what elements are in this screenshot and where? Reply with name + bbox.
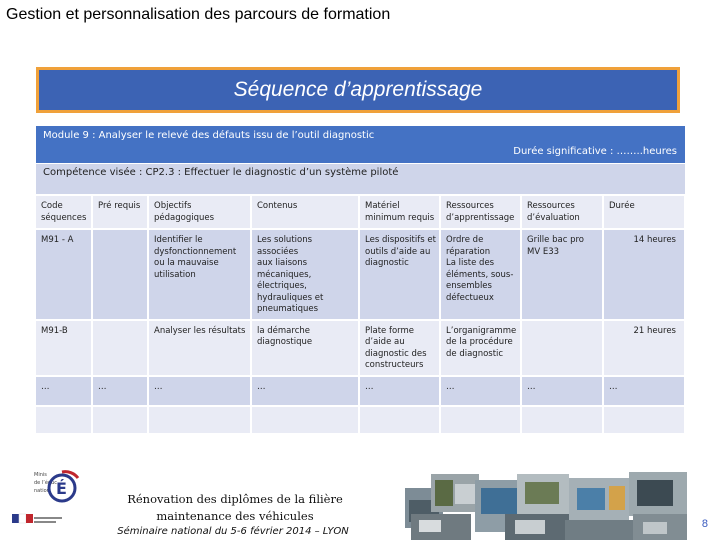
table-cell: … xyxy=(92,376,148,406)
table-cell: … xyxy=(440,376,521,406)
table-cell: … xyxy=(36,376,92,406)
table-cell: M91-B xyxy=(36,320,92,376)
table-row xyxy=(36,320,685,376)
page-number: 8 xyxy=(701,518,708,530)
module-title: Module 9 : Analyser le relevé des défauts issu de l’outil diagnostic xyxy=(43,130,375,141)
logo-text-line: de l’éduc xyxy=(34,480,57,486)
table-cell: Grille bac pro MV E33 xyxy=(521,229,603,320)
table-row xyxy=(36,229,685,320)
table-cell xyxy=(521,320,603,376)
table-cell xyxy=(251,406,359,434)
table-cell xyxy=(521,406,603,434)
table-cell: Plate forme d’aide au diagnostic des constructeurs xyxy=(359,320,440,376)
table-cell: … xyxy=(521,376,603,406)
table-cell xyxy=(359,406,440,434)
table-cell: … xyxy=(603,376,685,406)
table-cell xyxy=(603,406,685,434)
table-cell xyxy=(148,406,251,434)
logo-text-line: nation xyxy=(34,488,50,494)
slide-title: Gestion et personnalisation des parcours de formation xyxy=(6,6,391,23)
footer-title xyxy=(120,491,350,525)
table-cell xyxy=(92,320,148,376)
banner-title: Séquence d’apprentissage xyxy=(233,78,483,101)
table-cell: la démarche diagnostique xyxy=(251,320,359,376)
svg-text:É: É xyxy=(56,479,67,498)
competence-text: Compétence visée : CP2.3 : Effectuer le diagnostic d’un système piloté xyxy=(43,167,399,178)
header-cell: Code séquences xyxy=(36,196,92,229)
table-cell xyxy=(92,406,148,434)
table-cell xyxy=(440,406,521,434)
table-cell: … xyxy=(359,376,440,406)
table-row xyxy=(36,406,685,434)
footer-title-line: maintenance des véhicules xyxy=(156,509,314,523)
table-cell: Analyser les résultats xyxy=(148,320,251,376)
footer-subtitle: Séminaire national du 5-6 février 2014 – LYON xyxy=(117,526,349,537)
header-cell: Contenus xyxy=(251,196,359,229)
competence-row xyxy=(36,164,685,194)
sequence-table xyxy=(36,196,686,435)
module-header xyxy=(36,126,685,163)
table-cell xyxy=(92,229,148,320)
header-cell: Durée xyxy=(603,196,685,229)
table-cell: Les dispositifs et outils d’aide au diagnostic xyxy=(359,229,440,320)
sequence-banner xyxy=(36,67,680,113)
footer-title-line: Rénovation des diplômes de la filière xyxy=(127,492,343,506)
logo-text-line: Minis xyxy=(34,472,47,478)
workshop-photos xyxy=(405,470,687,540)
table-row xyxy=(36,376,685,406)
ministry-logo xyxy=(4,466,86,536)
header-cell: Pré requis xyxy=(92,196,148,229)
table-cell: Ordre de réparation La liste des éléments, sous- ensembles défectueux xyxy=(440,229,521,320)
header-cell: Matériel minimum requis xyxy=(359,196,440,229)
table-cell: 21 heures xyxy=(603,320,685,376)
table-cell: L’organigramme de la procédure de diagnostic xyxy=(440,320,521,376)
table-cell: … xyxy=(251,376,359,406)
module-duration: Durée significative : ……..heures xyxy=(513,146,677,157)
table-cell: Identifier le dysfonctionnement ou la mauvaise utilisation xyxy=(148,229,251,320)
header-cell: Ressources d’évaluation xyxy=(521,196,603,229)
table-cell: M91 - A xyxy=(36,229,92,320)
table-cell: 14 heures xyxy=(603,229,685,320)
table-header-row xyxy=(36,196,685,229)
table-cell xyxy=(36,406,92,434)
header-cell: Objectifs pédagogiques xyxy=(148,196,251,229)
table-cell: … xyxy=(148,376,251,406)
table-cell: Les solutions associées aux liaisons mécaniques, électriques, hydrauliques et pneumatiques xyxy=(251,229,359,320)
header-cell: Ressources d’apprentissage xyxy=(440,196,521,229)
